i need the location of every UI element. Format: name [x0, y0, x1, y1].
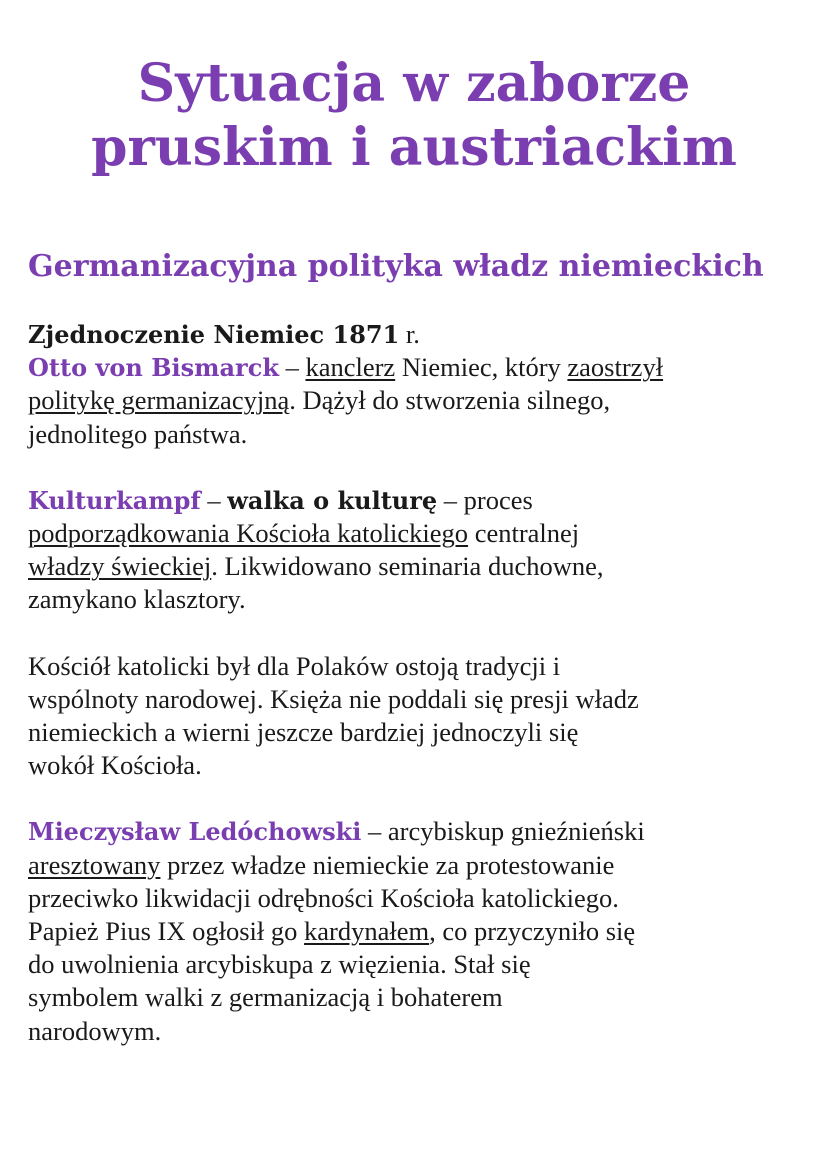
- underlined-term: władzy świeckiej: [28, 551, 212, 582]
- bold-term: walka o kulturę: [227, 485, 438, 515]
- paragraph-line: [28, 550, 808, 583]
- paragraph-line: niemieckich a wierni jeszcze bardziej jednoczyli się: [28, 717, 579, 748]
- page-title: [0, 52, 828, 180]
- paragraph-line: [28, 815, 808, 848]
- paragraph-line: [28, 849, 808, 882]
- paragraph-line: [28, 318, 808, 351]
- term-otto-von-bismarck: Otto von Bismarck: [28, 353, 279, 383]
- paragraph-line: zamykano klasztory.: [28, 584, 246, 615]
- paragraph-line: [28, 517, 808, 550]
- paragraph-line: [28, 915, 808, 948]
- text-span: , co przyczyniło się: [429, 916, 636, 947]
- underlined-term: kanclerz: [305, 352, 396, 383]
- text-span: r.: [399, 319, 420, 349]
- paragraph-line: [28, 484, 808, 517]
- paragraph-line: wspólnoty narodowej. Księża nie poddali się presji władz: [28, 683, 639, 714]
- underlined-term: aresztowany: [28, 849, 161, 880]
- paragraph-bismarck: [28, 318, 808, 451]
- text-span: Niemiec, który: [395, 352, 568, 383]
- paragraph-line: [28, 384, 808, 417]
- paragraph-line: symbolem walki z germanizacją i bohaterem: [28, 982, 503, 1013]
- paragraph-line: Kościół katolicki był dla Polaków ostoją tradycji i: [28, 650, 561, 681]
- paragraph-line: [28, 351, 808, 384]
- paragraph-line: wokół Kościoła.: [28, 750, 202, 781]
- text-span: centralnej: [468, 518, 580, 549]
- unification-heading: Zjednoczenie Niemiec 1871: [28, 320, 400, 349]
- underlined-term: podporządkowania Kościoła katolickiego: [28, 518, 469, 549]
- term-mieczyslaw-ledochowski: Mieczysław Ledóchowski: [28, 817, 362, 847]
- paragraph-kulturkampf: [28, 484, 808, 617]
- text-span: –: [278, 352, 306, 383]
- underlined-term: kardynałem: [304, 916, 430, 947]
- underlined-term: zaostrzył: [567, 352, 664, 383]
- paragraph-church: [28, 650, 808, 783]
- paragraph-line: przeciwko likwidacji odrębności Kościoła katolickiego.: [28, 882, 619, 913]
- text-span: – arcybiskup gnieźnieński: [361, 816, 645, 847]
- paragraph-line: do uwolnienia arcybiskupa z więzienia. Stał się: [28, 949, 531, 980]
- text-span: – proces: [437, 484, 533, 515]
- text-span: . Likwidowano seminaria duchowne,: [211, 551, 604, 582]
- text-span: –: [200, 484, 228, 515]
- text-span: . Dążył do stworzenia silnego,: [289, 385, 611, 416]
- term-kulturkampf: Kulturkampf: [28, 485, 201, 515]
- section-heading: Germanizacyjna polityka władz niemieckich: [28, 249, 764, 284]
- underlined-term: politykę germanizacyjną: [28, 385, 290, 416]
- paragraph-ledochowski: [28, 815, 808, 1047]
- text-span: Papież Pius IX ogłosił go: [28, 916, 305, 947]
- paragraph-line: narodowym.: [28, 1015, 162, 1046]
- title-line-1: Sytuacja w zaborze: [137, 53, 691, 114]
- title-line-2: pruskim i austriackim: [91, 117, 737, 178]
- document-body: [28, 318, 808, 1081]
- text-span: przez władze niemieckie za protestowanie: [160, 849, 615, 880]
- paragraph-line: jednolitego państwa.: [28, 418, 248, 449]
